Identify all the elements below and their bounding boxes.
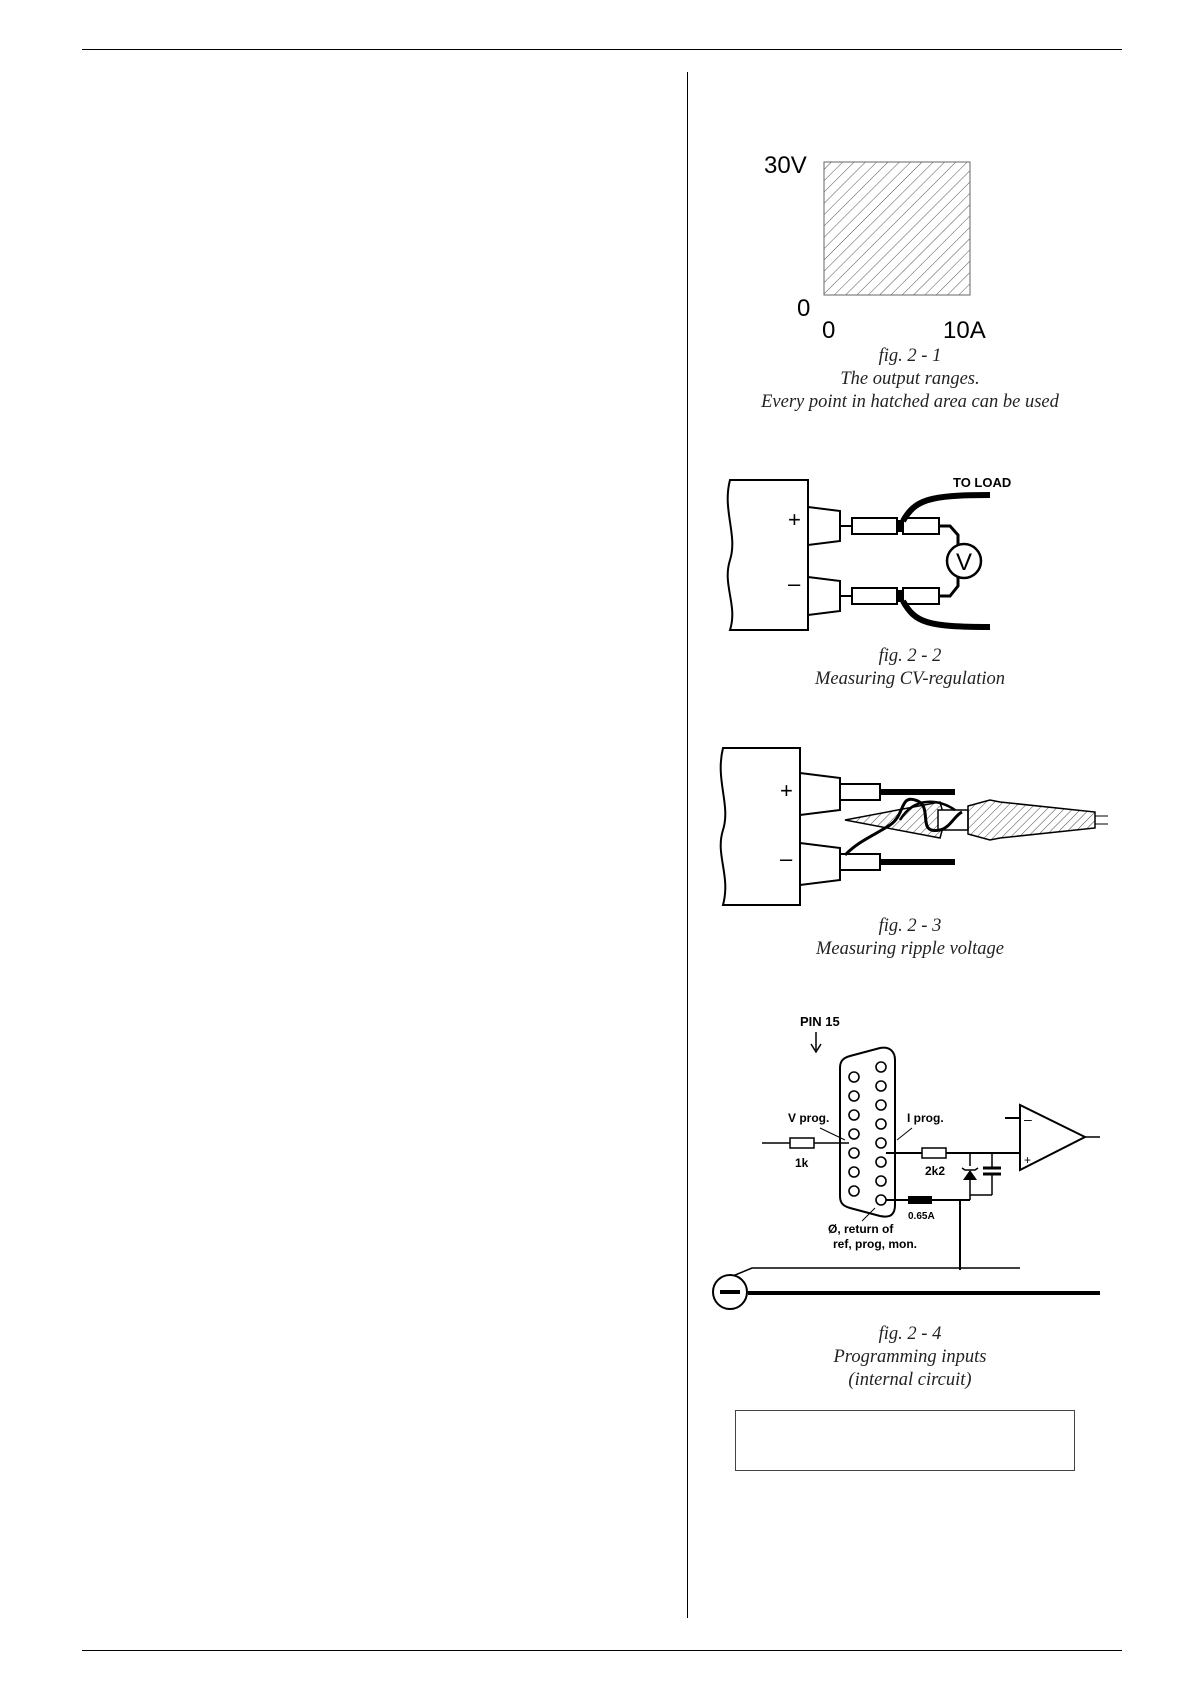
fig-2-2-caption [700, 645, 1120, 691]
fig-2-1-caption [700, 345, 1120, 414]
fuse-label: 0.65A [908, 1211, 935, 1222]
caption-fig-number: fig. 2 - 3 [878, 916, 942, 936]
caption-title: Programming inputs [833, 1347, 987, 1367]
fig-2-4-caption [700, 1323, 1120, 1392]
minus-plug [852, 588, 897, 604]
iprog-label: I prog. [907, 1111, 944, 1125]
minus-terminal-label: – [788, 571, 801, 596]
supply-unit-outline [728, 480, 808, 630]
minus-terminal [808, 577, 840, 615]
empty-note-box [735, 1410, 1075, 1471]
voltmeter-label: V [955, 549, 973, 576]
caption-title: Measuring CV-regulation [815, 669, 1005, 689]
y-max-label: 30V [764, 152, 807, 179]
resistor-2k2 [922, 1148, 946, 1158]
op-amp-minus: – [1024, 1111, 1032, 1127]
x-min-label: 0 [822, 317, 836, 344]
minus-probe [903, 588, 939, 604]
caption-title: Measuring ripple voltage [815, 939, 1005, 959]
return-label-line1: Ø, return of [828, 1222, 894, 1236]
resistor-2k2-label: 2k2 [925, 1164, 946, 1178]
y-min-label: 0 [797, 295, 811, 322]
minus-terminal [800, 843, 840, 885]
supply-unit-outline [721, 748, 800, 905]
caption-text: (internal circuit) [848, 1370, 972, 1390]
plus-terminal [800, 773, 840, 815]
fig-2-2-cv-regulation-diagram [700, 465, 1020, 640]
vprog-label: V prog. [788, 1111, 830, 1125]
fig-2-3-ripple-diagram [700, 740, 1110, 910]
zener-diode [963, 1170, 977, 1180]
plus-probe [903, 518, 939, 534]
to-load-label: TO LOAD [953, 475, 1012, 490]
pin15-label: PIN 15 [800, 1014, 840, 1029]
fig-2-3-caption [700, 915, 1120, 961]
resistor-1k-label: 1k [795, 1156, 809, 1170]
fig-2-4-programming-inputs-schematic [700, 1010, 1110, 1315]
hatched-area [824, 162, 970, 295]
header-rule [82, 49, 1122, 50]
footer-rule [82, 1650, 1122, 1651]
plus-terminal-label: + [780, 778, 793, 803]
fig-2-1-output-range-diagram [740, 140, 1020, 350]
fuse-065a [908, 1196, 932, 1204]
x-max-label: 10A [943, 317, 986, 344]
return-label-line2: ref, prog, mon. [833, 1237, 917, 1251]
caption-text: Every point in hatched area can be used [761, 392, 1059, 412]
caption-fig-number: fig. 2 - 2 [878, 646, 942, 666]
caption-fig-number: fig. 2 - 1 [878, 346, 942, 366]
column-divider [687, 72, 688, 1618]
plus-plug [852, 518, 897, 534]
scope-probe-body [968, 800, 1095, 840]
plus-terminal [808, 507, 840, 545]
resistor-1k [790, 1138, 814, 1148]
caption-fig-number: fig. 2 - 4 [878, 1324, 942, 1344]
minus-terminal-label: – [780, 846, 793, 871]
op-amp-plus: + [1024, 1153, 1032, 1167]
plus-terminal-label: + [788, 507, 801, 532]
caption-title: The output ranges. [840, 369, 980, 389]
